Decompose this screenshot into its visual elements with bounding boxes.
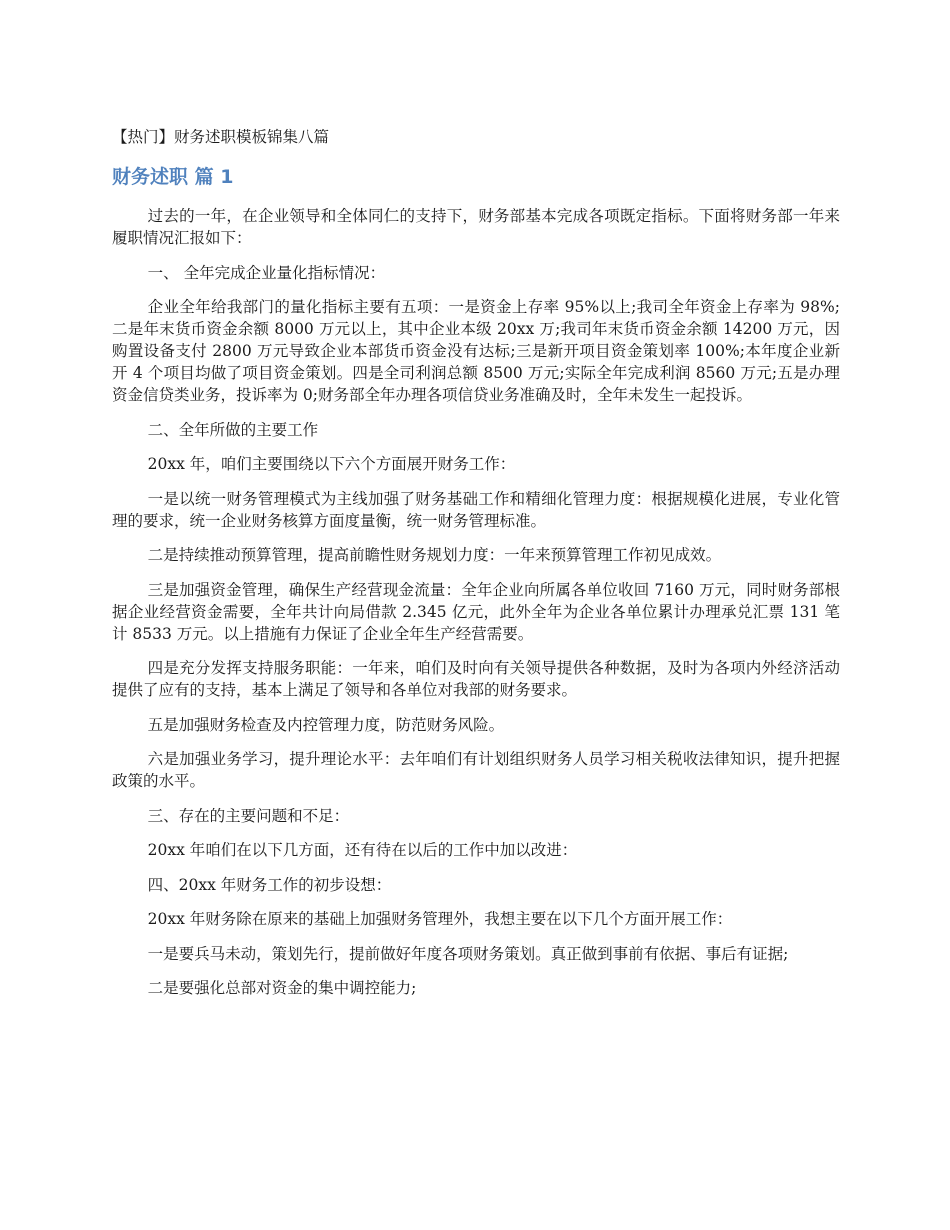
paragraph-heading-2: 二、全年所做的主要工作 <box>147 420 319 439</box>
paragraph-plan-intro: 20xx 年财务除在原来的基础上加强财务管理外，我想主要在以下几个方面开展工作： <box>147 910 733 928</box>
section-heading: 财务述职 篇 1 <box>112 166 234 188</box>
paragraph-heading-3: 三、存在的主要问题和不足： <box>147 806 350 825</box>
paragraph-indicators: 企业全年给我部门的量化指标主要有五项：一是资金上存率 95%以上;我司全年资金上存率为 98%;二是年末货币资金余额 8000 万元以上，其中企业本级 20xx 万;我司年末货币资金余额 14200 万元，因购置设备支付 2800 万元导致企业本部货币资金没有达标;三是新开项目资金策划率 100%;本年度企业新开 4 个项目均做了项目资金策划。四是全司利润总额 8500 万元;实际全年完成利润 8560 万元;五是办理资金信贷类业务，投诉率为 0;财务部全年办理各项信贷业务准确及时，全年未发生一起投诉。 <box>112 298 840 404</box>
paragraph-plan-2: 二是要强化总部对资金的集中调控能力; <box>147 979 417 997</box>
paragraph-problems: 20xx 年咱们在以下几方面，还有待在以后的工作中加以改进： <box>147 841 578 859</box>
paragraph-work-5: 五是加强财务检查及内控管理力度，防范财务风险。 <box>147 715 505 734</box>
paragraph-plan-1: 一是要兵马未动，策划先行，提前做好年度各项财务策划。真正做到事前有依据、事后有证据; <box>147 944 789 963</box>
paragraph-work-intro: 20xx 年，咱们主要围绕以下六个方面展开财务工作： <box>147 455 516 473</box>
document-title: 【热门】财务述职模板锦集八篇 <box>112 128 330 146</box>
paragraph-work-4: 四是充分发挥支持服务职能：一年来，咱们及时向有关领导提供各种数据，及时为各项内外经济活动提供了应有的支持，基本上满足了领导和各单位对我部的财务要求。 <box>112 659 840 699</box>
paragraph-heading-4: 四、20xx 年财务工作的初步设想： <box>147 875 392 894</box>
paragraph-heading-1: 一、 全年完成企业量化指标情况： <box>147 263 386 282</box>
paragraph-work-6: 六是加强业务学习，提升理论水平：去年咱们有计划组织财务人员学习相关税收法律知识，提升把握政策的水平。 <box>112 750 840 790</box>
document-body <box>112 205 840 1012</box>
paragraph-work-2: 二是持续推动预算管理，提高前瞻性财务规划力度：一年来预算管理工作初见成效。 <box>147 546 722 564</box>
paragraph-intro: 过去的一年，在企业领导和全体同仁的支持下，财务部基本完成各项既定指标。下面将财务部一年来履职情况汇报如下： <box>112 207 840 247</box>
paragraph-work-1: 一是以统一财务管理模式为主线加强了财务基础工作和精细化管理力度：根据规模化进展，专业化管理的要求，统一企业财务核算方面度量衡，统一财务管理标准。 <box>112 489 840 530</box>
paragraph-work-3: 三是加强资金管理，确保生产经营现金流量：全年企业向所属各单位收回 7160 万元，同时财务部根据企业经营资金需要，全年共计向局借款 2.345 亿元，此外全年为企业各单位累计办理承兑汇票 131 笔计 8533 万元。以上措施有力保证了企业全年生产经营需要。 <box>112 580 840 643</box>
